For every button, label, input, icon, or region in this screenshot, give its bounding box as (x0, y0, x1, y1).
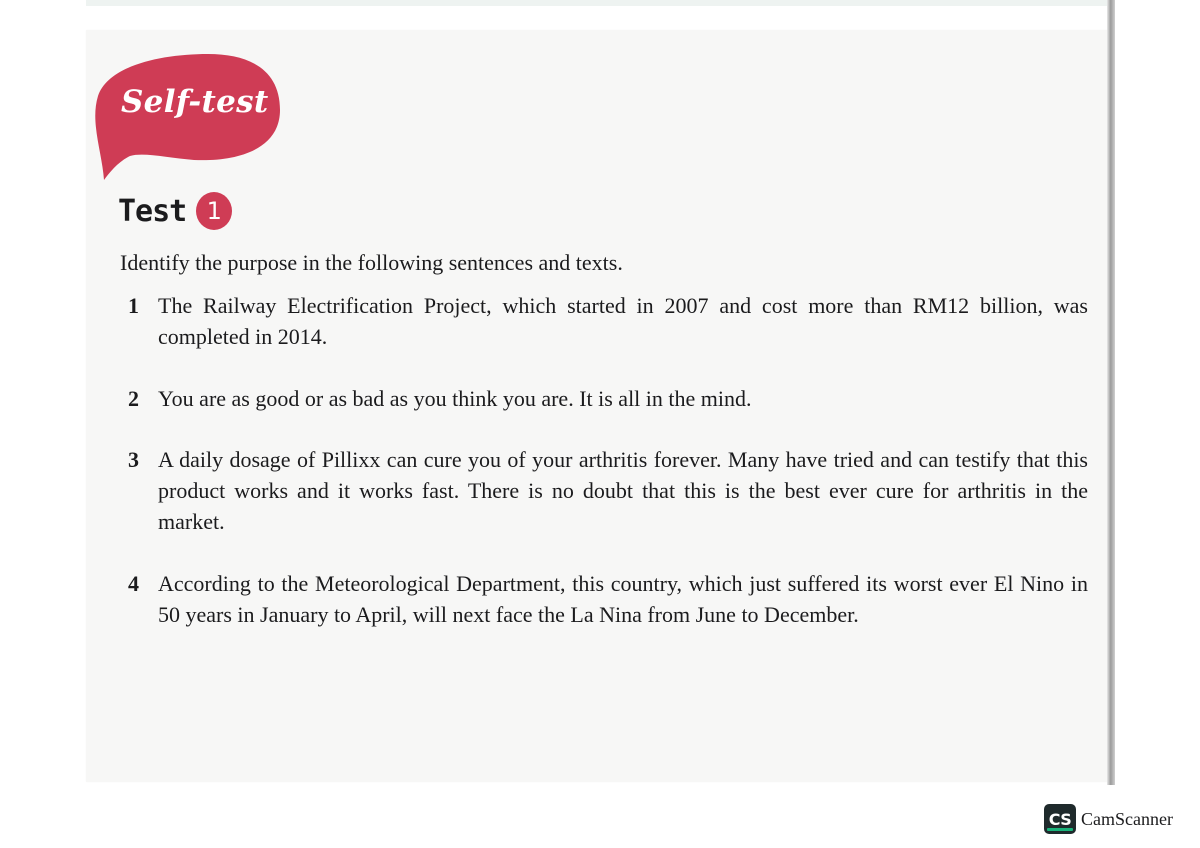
question-number: 4 (128, 571, 139, 596)
page-binding-edge (1107, 0, 1115, 785)
camscanner-name: CamScanner (1081, 808, 1173, 829)
test-number-badge: 1 (196, 192, 232, 230)
question-item (128, 444, 1088, 537)
question-text: The Railway Electrification Project, which started in 2007 and cost more than RM12 billion, was completed in 2014. (158, 293, 1088, 349)
question-number: 3 (128, 447, 139, 472)
question-text: A daily dosage of Pillixx can cure you of your arthritis forever. Many have tried and can testify that this product works and it works fast. There is no doubt that this is the best ever cure for arthritis in the market. (158, 447, 1088, 534)
question-number: 2 (128, 386, 139, 411)
self-test-title: Self-test (121, 84, 269, 120)
question-text: According to the Meteorological Department, this country, which just suffered its worst ever El Nino in 50 years in January to April, will next face the La Nina from June to December. (158, 571, 1088, 627)
question-item (128, 568, 1088, 630)
test-heading (118, 192, 232, 230)
test-label: Test (118, 193, 187, 229)
question-item (128, 383, 1088, 414)
top-edge-strip (86, 0, 1114, 6)
camscanner-logo-icon: CS (1044, 804, 1076, 834)
question-text: You are as good or as bad as you think you are. It is all in the mind. (158, 386, 752, 411)
question-item (128, 290, 1088, 352)
question-number: 1 (128, 293, 139, 318)
instruction-text: Identify the purpose in the following sentences and texts. (120, 250, 623, 275)
camscanner-watermark (1044, 804, 1173, 834)
